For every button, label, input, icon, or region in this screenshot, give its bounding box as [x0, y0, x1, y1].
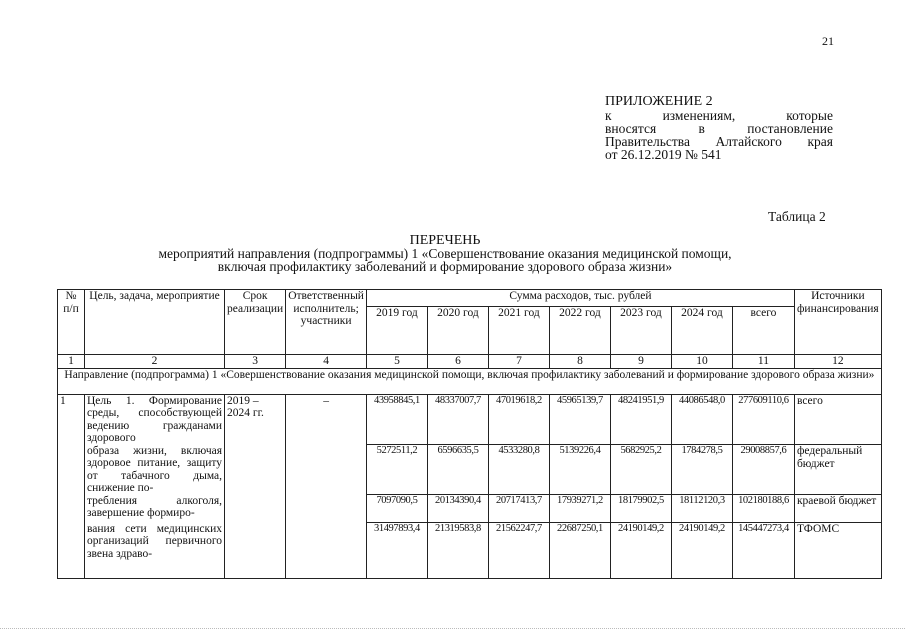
- header-period: Срок реализации: [225, 290, 286, 355]
- table-cell: 48337007,7: [427, 394, 488, 445]
- column-number: 4: [286, 355, 367, 369]
- table-cell: 43958845,1: [366, 394, 427, 445]
- table-cell: 1784278,5: [671, 445, 732, 495]
- table-cell: 20717413,7: [488, 495, 549, 523]
- table-cell: 17939271,2: [549, 495, 610, 523]
- column-number: 9: [610, 355, 671, 369]
- header-total: всего: [732, 307, 794, 355]
- table-cell: 5682925,2: [610, 445, 671, 495]
- table-label: Таблица 2: [768, 209, 826, 224]
- page-number: 21: [822, 34, 834, 48]
- header-year: 2022 год: [549, 307, 610, 355]
- item-goal-text: требления алкоголя, завершение формиро-: [85, 495, 225, 523]
- column-number: 6: [427, 355, 488, 369]
- table-cell: 45965139,7: [549, 394, 610, 445]
- table-cell: 48241951,9: [610, 394, 671, 445]
- table-cell: 22687250,1: [549, 523, 610, 579]
- table-cell: 20134390,4: [427, 495, 488, 523]
- header-year: 2023 год: [610, 307, 671, 355]
- appendix-line: от 26.12.2019 № 541: [605, 147, 722, 162]
- table-cell: 29008857,6: [732, 445, 794, 495]
- table-cell: 4533280,8: [488, 445, 549, 495]
- table-cell: 24190149,2: [671, 523, 732, 579]
- column-number: 7: [488, 355, 549, 369]
- table-cell: 47019618,2: [488, 394, 549, 445]
- section-row: [58, 368, 882, 394]
- table-cell: 5272511,2: [366, 445, 427, 495]
- header-row: [58, 290, 882, 307]
- column-number: 2: [85, 355, 225, 369]
- table-cell: 18112120,3: [671, 495, 732, 523]
- table-cell: 21562247,7: [488, 523, 549, 579]
- column-number: 5: [366, 355, 427, 369]
- header-year: 2024 год: [671, 307, 732, 355]
- header-sum-group: Сумма расходов, тыс. рублей: [366, 290, 794, 307]
- table-cell: 24190149,2: [610, 523, 671, 579]
- table-cell: 31497893,4: [366, 523, 427, 579]
- header-goal: Цель, задача, мероприятие: [85, 290, 225, 355]
- column-number: 10: [671, 355, 732, 369]
- funding-source: ТФОМС: [794, 523, 881, 579]
- document-title: [100, 234, 790, 273]
- appendix-block: [605, 95, 833, 161]
- item-period: 2019 – 2024 гг.: [225, 394, 286, 579]
- table-cell: 21319583,8: [427, 523, 488, 579]
- appendix-heading: ПРИЛОЖЕНИЕ 2: [605, 94, 713, 109]
- appendix-line: к изменениям, которые: [605, 108, 833, 123]
- scan-edge-divider: [0, 628, 905, 630]
- column-number: 12: [794, 355, 881, 369]
- table-cell: 18179902,5: [610, 495, 671, 523]
- table-cell: 6596635,5: [427, 445, 488, 495]
- table-cell: 7097090,5: [366, 495, 427, 523]
- funding-source: всего: [794, 394, 881, 445]
- item-number: 1: [58, 394, 85, 579]
- table-cell: 145447273,4: [732, 523, 794, 579]
- header-year: 2019 год: [366, 307, 427, 355]
- title-line: мероприятий направления (подпрограммы) 1 «Совершенствование оказания медицинской помощи,: [158, 246, 732, 261]
- expenses-table: [57, 289, 882, 579]
- appendix-line: вносятся в постановление: [605, 121, 833, 136]
- item-executor: –: [286, 394, 367, 579]
- header-year: 2020 год: [427, 307, 488, 355]
- table-row: [58, 445, 882, 495]
- header-year: 2021 год: [488, 307, 549, 355]
- table-cell: 44086548,0: [671, 394, 732, 445]
- column-number: 1: [58, 355, 85, 369]
- table-cell: 5139226,4: [549, 445, 610, 495]
- column-numbers-row: [58, 355, 882, 369]
- header-no: № п/п: [58, 290, 85, 355]
- title-line: ПЕРЕЧЕНЬ: [409, 233, 481, 248]
- table-row: [58, 523, 882, 579]
- table-cell: 277609110,6: [732, 394, 794, 445]
- item-goal-text: образа жизни, включая здоровое питание, защиту от табачного дыма, снижение по-: [85, 445, 225, 495]
- column-number: 3: [225, 355, 286, 369]
- header-source: Источники финансирования: [794, 290, 881, 355]
- funding-source: федеральный бюджет: [794, 445, 881, 495]
- column-number: 11: [732, 355, 794, 369]
- section-title: Направление (подпрограмма) 1 «Совершенствование оказания медицинской помощи, включая профилактику заболеваний и формирование здорового образа жизни»: [58, 368, 882, 394]
- appendix-line: Правительства Алтайского края: [605, 134, 833, 149]
- item-goal-text: Цель 1. Формирование среды, способствующей ведению гражданами здорового: [85, 394, 225, 445]
- column-number: 8: [549, 355, 610, 369]
- item-goal-text: вания сети медицинских организаций первичного звена здраво-: [85, 523, 225, 579]
- title-line: включая профилактику заболеваний и формирование здорового образа жизни»: [217, 259, 673, 274]
- table-row: [58, 394, 882, 445]
- header-executor: Ответственный исполнитель; участники: [286, 290, 367, 355]
- table-cell: 102180188,6: [732, 495, 794, 523]
- funding-source: краевой бюджет: [794, 495, 881, 523]
- table-row: [58, 495, 882, 523]
